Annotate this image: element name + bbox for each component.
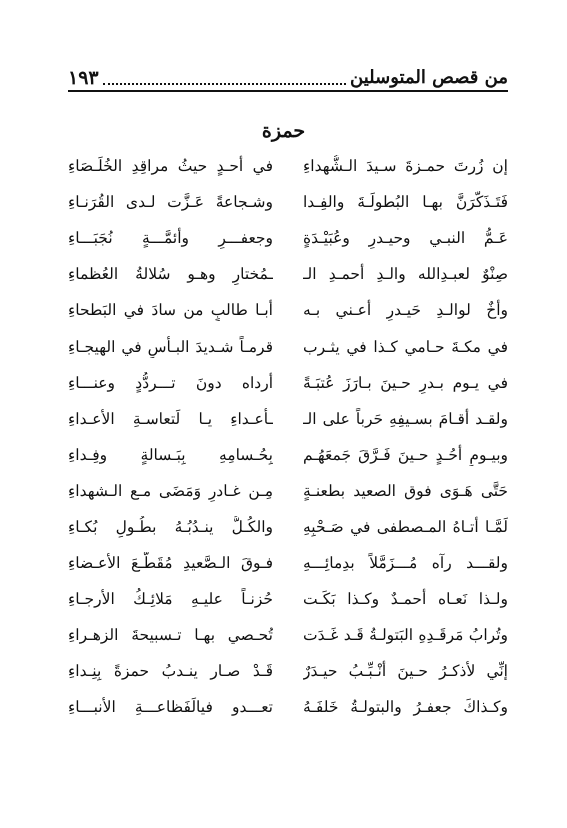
poem-verses xyxy=(68,148,508,726)
first-hemistich: وكـذاكَ جعفـرُ والبتولـةُ خَلفَـهُ xyxy=(303,698,508,717)
first-hemistich: ولقـــد رآه مُـــزَمَّلاً بدِمائِـــهِ xyxy=(303,554,508,573)
first-hemistich: وبيـومِ أُحُـدٍ حـينَ فَـرَّقَ جَمعَهُـم xyxy=(303,445,508,464)
second-hemistich: أبـا طالبٍ من سادَ في البَطحاءِ xyxy=(68,301,273,320)
page-header xyxy=(68,60,508,90)
verse-row xyxy=(68,220,508,256)
verse-row xyxy=(68,328,508,364)
second-hemistich: قرمـاً شـديدَ البـأسِ في الهيجـاءِ xyxy=(68,337,273,356)
verse-row xyxy=(68,581,508,617)
second-hemistich: قَـدْ صـار ينـدبُ حمزةً بِنِـداءِ xyxy=(68,662,273,681)
second-hemistich: وشـجاعةً عَـزَّت لـدى القُرَنـاءِ xyxy=(68,193,273,212)
verse-row xyxy=(68,148,508,184)
verse-row xyxy=(68,509,508,545)
verse-row xyxy=(68,473,508,509)
verse-row xyxy=(68,617,508,653)
second-hemistich: تعـــدو فيالَفَظاعـــةِ الأنبـــاءِ xyxy=(68,698,273,717)
first-hemistich: في يـوم بـدرٍ حـينَ بـارَزَ عُتبَـةً xyxy=(303,373,508,392)
first-hemistich: لَمَّـا أتـاهُ المـصطفى في صَـحْبِهِ xyxy=(303,517,508,536)
first-hemistich: إنِّي لأذكـرُ حـينَ أُنْـبِّـبُ حيـدَرٌ xyxy=(303,662,508,681)
second-hemistich: ـأعـداءِ يـا لَتعاسـةِ الأعـداءِ xyxy=(68,409,273,428)
first-hemistich: ولـذا نَعـاه أحمـدٌ وكـذا بَكَـت xyxy=(303,590,508,609)
page-number: ١٩٣ xyxy=(68,67,99,89)
first-hemistich: إن زُرتَ حمـزةَ سـيدَ الـشُّهداءِ xyxy=(303,157,508,176)
first-hemistich: فَتَـذَكَّرَنَّ بهـا البُطولَـةَ والفِـدا xyxy=(303,193,508,212)
first-hemistich: عَـمُّ النبـي وحيـدرٍ وعُبَيْـدَةٍ xyxy=(303,229,508,248)
verse-row xyxy=(68,689,508,725)
first-hemistich: حَتَّى هَـوَى فوق الصعيد بطعنـةٍ xyxy=(303,481,508,500)
first-hemistich: وأخٌ لوالـدِ حَيـدرٍ أعـني بـه xyxy=(303,301,508,320)
first-hemistich: صِنْوٌ لعبـدِالله والـدِ أحمـدِ الـ xyxy=(303,265,508,284)
verse-row xyxy=(68,256,508,292)
verse-row xyxy=(68,292,508,328)
second-hemistich: والكُـلُّ ينـدُبُـهُ بطُـولِ بُكـاءِ xyxy=(68,517,273,536)
second-hemistich: تُحـصي بهـا تـسبيحةَ الزهـراءِ xyxy=(68,626,273,645)
second-hemistich: في أُحـدٍ حيثُ مراقِدِ الخُلَـصَاءِ xyxy=(68,157,273,176)
second-hemistich: ـمُختارِ وهـو سُلالةُ العُظماءِ xyxy=(68,265,273,284)
second-hemistich: مِـن غـادرٍ وَمَضَى مـع الـشهداءِ xyxy=(68,481,273,500)
header-rule xyxy=(68,90,508,92)
second-hemistich: بِحُـسامِهِ بِبَـسالةٍ وفِـداءِ xyxy=(68,445,273,464)
verse-row xyxy=(68,653,508,689)
verse-row xyxy=(68,545,508,581)
running-title: من قصص المتوسلين xyxy=(350,67,508,88)
poem-title: حمزة xyxy=(261,120,306,142)
verse-row xyxy=(68,365,508,401)
second-hemistich: فـوقَ الـصَّعيدِ مُقَطَّـعَ الأعـضاءِ xyxy=(68,554,273,573)
verse-row xyxy=(68,437,508,473)
first-hemistich: وتُرابُ مَرقَـدِهِ البَتولـةُ قَـد غَـدَت xyxy=(303,626,508,645)
verse-row xyxy=(68,401,508,437)
second-hemistich: وجعفـــرٍ وأئمَّـــةٍ نُجَبَـــاءِ xyxy=(68,229,273,248)
first-hemistich: ولقـد أقـامَ بسـيفِهِ حَرباً على الـ xyxy=(303,409,508,428)
second-hemistich: أرداه دونَ تـــردُّدٍ وعنـــاءِ xyxy=(68,373,273,392)
first-hemistich: في مكـةَ حـامي كـذا في يثـرب xyxy=(303,337,508,356)
second-hemistich: حُزنـاً عليـهِ مَلائِـكُ الأرجـاءِ xyxy=(68,590,273,609)
verse-row xyxy=(68,184,508,220)
leader-dots xyxy=(103,83,346,85)
